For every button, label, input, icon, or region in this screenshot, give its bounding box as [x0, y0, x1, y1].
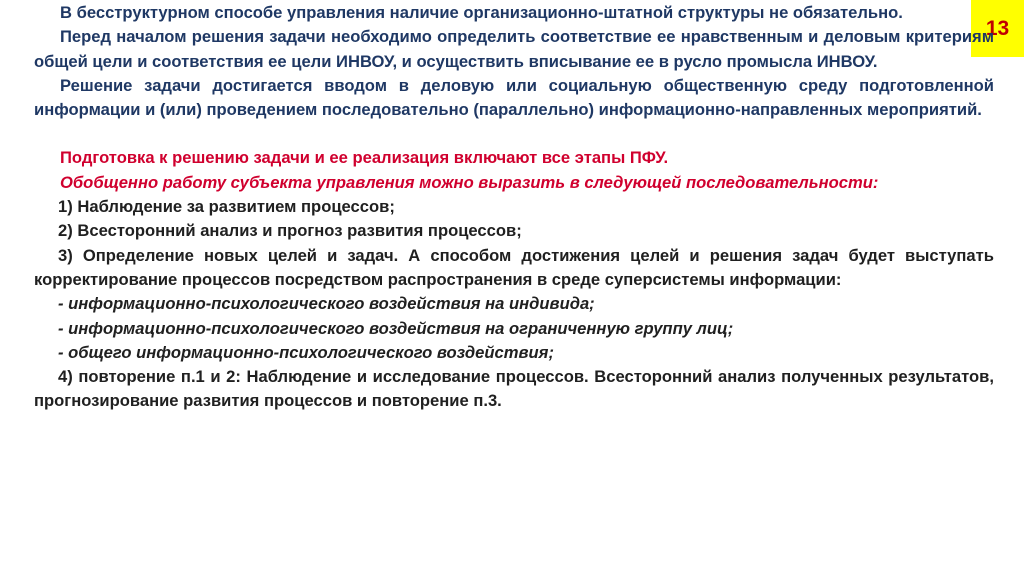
sub-item-general: - общего информационно-психологического воздействия; [58, 342, 554, 362]
step-1: 1) Наблюдение за развитием процессов; [58, 197, 395, 217]
paragraph-task-criteria: Перед началом решения задачи необходимо определить соответствие ее нравственным и деловым критериям общей цели и соответствия ее цели ИНВОУ, и осуществить вписывание ее в русло промысла ИНВОУ. [34, 27, 994, 71]
step-3: 3) Определение новых целей и задач. А способом достижения целей и решения задач будет выступать корректирование процессов посредством распространения в среде суперсистемы информации: [34, 245, 994, 289]
page-number-badge: 13 [971, 0, 1024, 57]
paragraph-sequence: Обобщенно работу субъекта управления можно выразить в следующей последовательности: [60, 172, 879, 192]
sub-item-group: - информационно-психологического воздействия на ограниченную группу лиц; [58, 318, 734, 338]
paragraph-structure: В бесструктурном способе управления наличие организационно-штатной структуры не обязательно. [60, 3, 903, 22]
sub-item-individual: - информационно-психологического воздействия на индивида; [58, 294, 595, 314]
paragraph-stages: Подготовка к решению задачи и ее реализация включают все этапы ПФУ. [60, 148, 669, 168]
paragraph-task-solution: Решение задачи достигается вводом в деловую или социальную общественную среду подготовленной информации и (или) проведением последовательно (параллельно) информационно-направленных мероприятий. [34, 75, 994, 120]
slide-content [34, 1, 994, 414]
step-4: 4) повторение п.1 и 2: Наблюдение и исследование процессов. Всесторонний анализ полученных результатов, прогнозирование развития процессов и повторение п.3. [34, 367, 994, 411]
spacer [34, 122, 994, 146]
step-2: 2) Всесторонний анализ и прогноз развития процессов; [58, 221, 522, 241]
